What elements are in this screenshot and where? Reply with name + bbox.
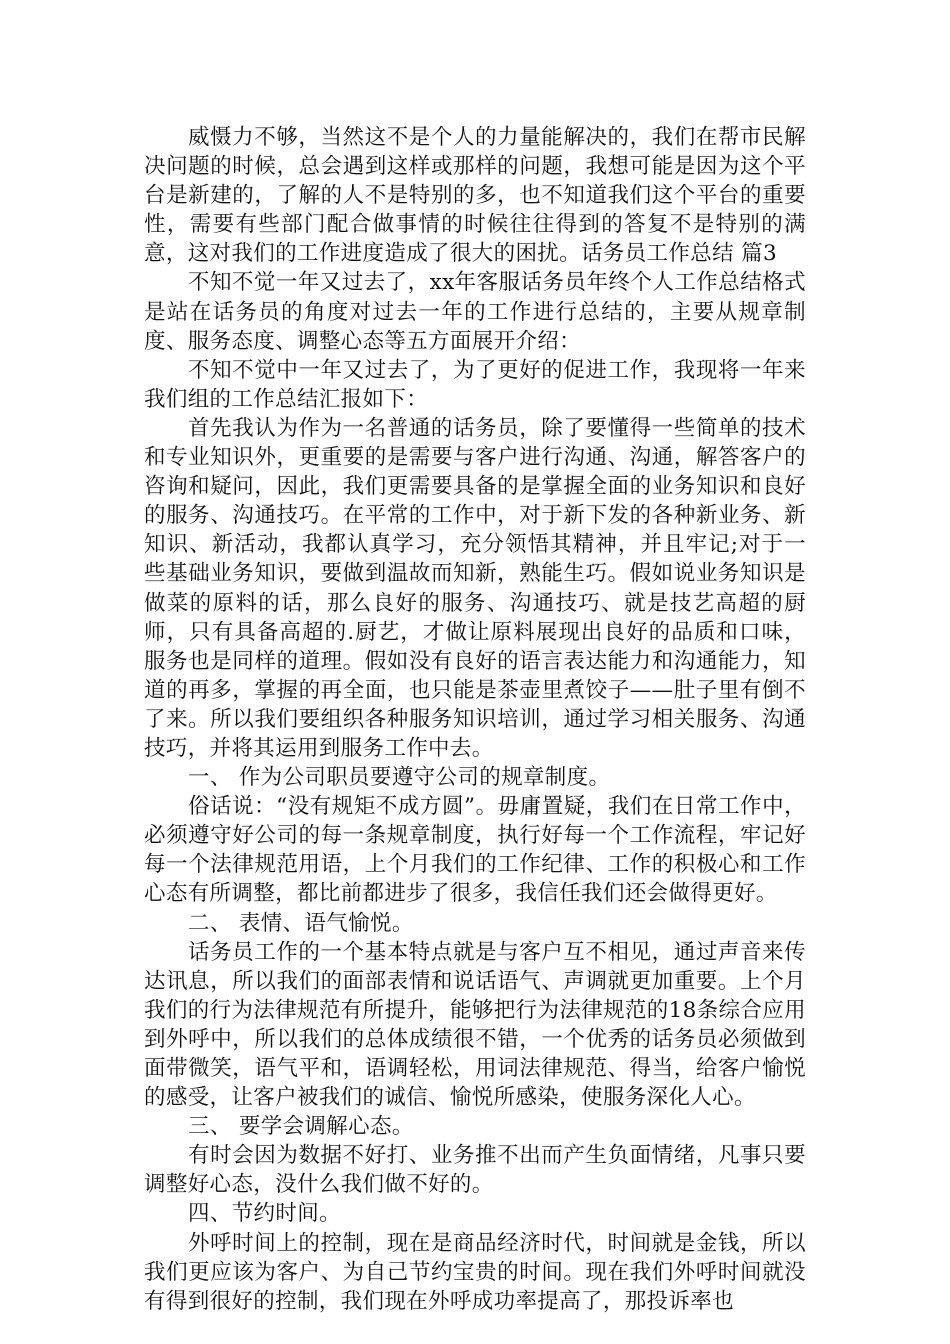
paragraph-business-knowledge: 首先我认为作为一名普通的话务员，除了要懂得一些简单的技术和专业知识外，更重要的是需要与客户进行沟通、沟通，解答客户的咨询和疑问，因此，我们更需要具备的是掌握全面的业务知识和良好的服务、沟通技巧。在平常的工作中，对于新下发的各种新业务、新知识、新活动，我都认真学习，充分领悟其精神，并且牢记;对于一些基础业务知识，要做到温故而知新，熟能生巧。假如说业务知识是做菜的原料的话，那么良好的服务、沟通技巧、就是技艺高超的厨师，只有具备高超的.厨艺，才做让原料展现出良好的品质和口味，服务也是同样的道理。假如没有良好的语言表达能力和沟通能力，知道的再多，掌握的再全面，也只能是茶壶里煮饺子——肚子里有倒不了来。所以我们要组织各种服务知识培训，通过学习相关服务、沟通技巧，并将其运用到服务工作中去。 — [144, 415, 806, 761]
paragraph-rules: 俗话说：“没有规矩不成方圆”。毋庸置疑，我们在日常工作中，必须遵守好公司的每一条规章制度，执行好每一个工作流程，牢记好每一个法律规范用语，上个月我们的工作纪律、工作的积极心和工作心态有所调整，都比前都进步了很多，我信任我们还会做得更好。 — [144, 794, 806, 907]
paragraph-summary-overview: 不知不觉一年又过去了，xx年客服话务员年终个人工作总结格式是站在话务员的角度对过去一年的工作进行总结的，主要从规章制度、服务态度、调整心态等五方面展开介绍： — [144, 270, 806, 354]
paragraph-time: 外呼时间上的控制，现在是商品经济时代，时间就是金钱，所以我们更应该为客户、为自己节约宝贵的时间。现在我们外呼时间就没有得到很好的控制，我们现在外呼成功率提高了，那投诉率也 — [144, 1230, 806, 1314]
paragraph-intro-continuation: 威慑力不够，当然这不是个人的力量能解决的，我们在帮市民解决问题的时候，总会遇到这样或那样的问题，我想可能是因为这个平台是新建的，了解的人不是特别的多，也不知道我们这个平台的重要性，需要有些部门配合做事情的时候往往得到的答复不是特别的满意，这对我们的工作进度造成了很大的困扰。话务员工作总结 篇3 — [144, 125, 806, 267]
document-page — [144, 123, 806, 1316]
paragraph-mindset: 有时会因为数据不好打、业务推不出而产生负面情绪，凡事只要调整好心态，没什么我们做不好的。 — [144, 1143, 806, 1198]
section-heading-mindset: 三、 要学会调解心态。 — [188, 1114, 414, 1140]
section-heading-time: 四、节约时间。 — [188, 1201, 341, 1227]
section-heading-rules: 一、 作为公司职员要遵守公司的规章制度。 — [188, 765, 611, 791]
section-heading-tone: 二、 表情、语气愉悦。 — [188, 910, 414, 936]
paragraph-tone: 话务员工作的一个基本特点就是与客户互不相见，通过声音来传达讯息，所以我们的面部表情和说话语气、声调就更加重要。上个月我们的行为法律规范有所提升，能够把行为法律规范的18条综合应用到外呼中，所以我们的总体成绩很不错，一个优秀的话务员必须做到面带微笑，语气平和，语调轻松，用词法律规范、得当，给客户愉悦的感受，让客户被我们的诚信、愉悦所感染，使服务深化人心。 — [144, 939, 806, 1111]
paragraph-report-intro: 不知不觉中一年又过去了，为了更好的促进工作，我现将一年来我们组的工作总结汇报如下： — [144, 357, 806, 412]
